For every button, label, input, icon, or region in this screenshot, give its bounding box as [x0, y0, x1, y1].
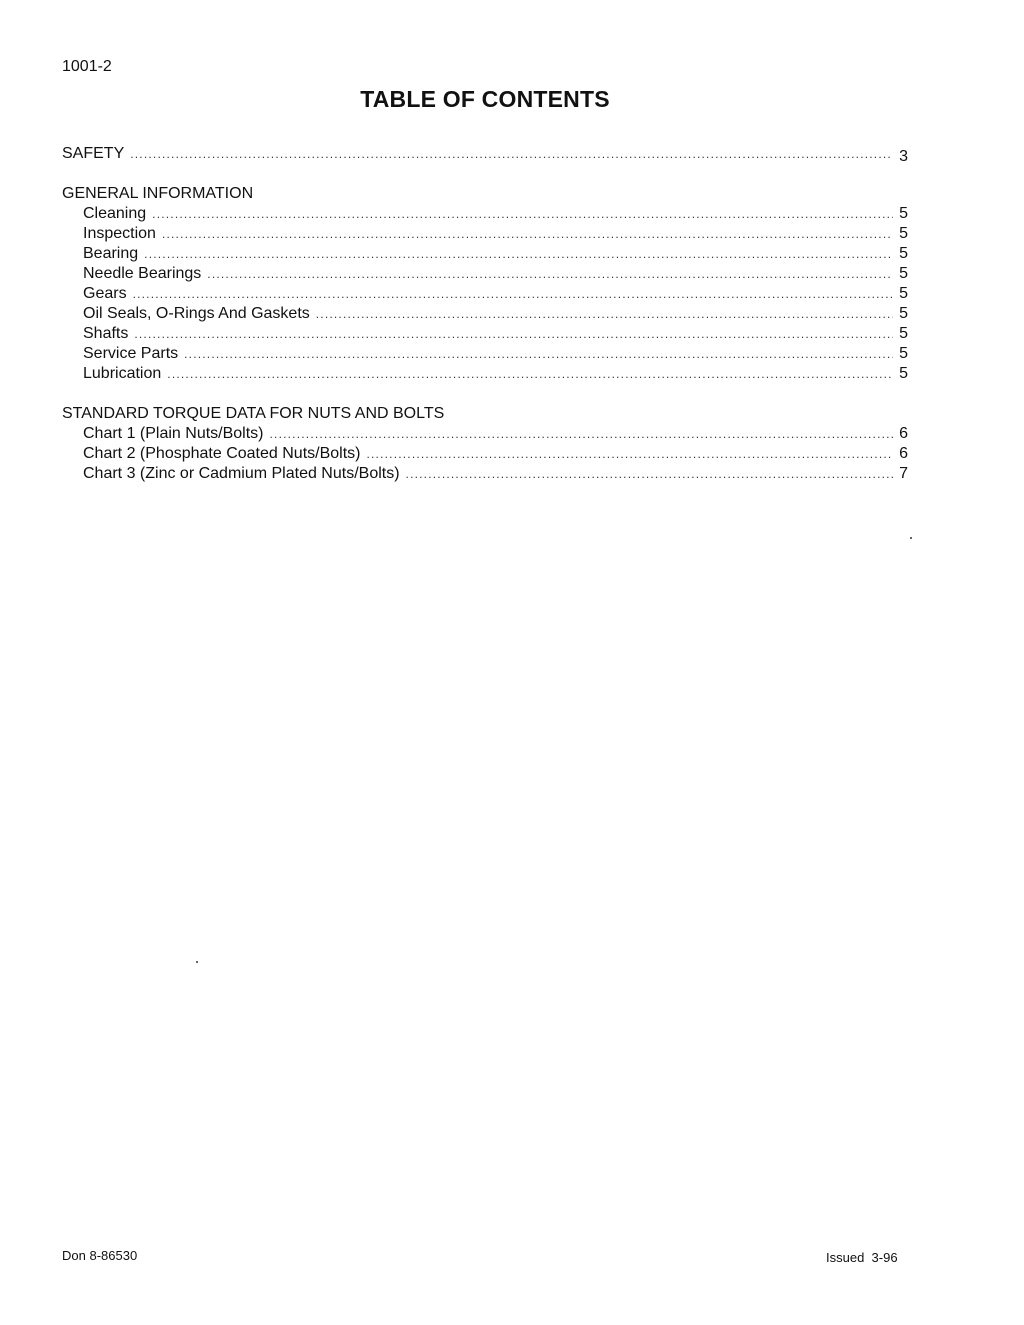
toc-entry-label: Lubrication — [83, 365, 162, 382]
toc-entry-label: Chart 1 (Plain Nuts/Bolts) — [83, 425, 264, 442]
toc-entry-gears[interactable] — [83, 284, 908, 304]
toc-entry-label: Oil Seals, O-Rings And Gaskets — [83, 305, 310, 322]
toc-entry-page: 5 — [899, 245, 908, 262]
page-number: 1001-2 — [62, 58, 112, 75]
toc-entry-oil-seals[interactable] — [83, 304, 908, 324]
dot-leader — [130, 144, 893, 164]
footer-document-number: Don 8-86530 — [62, 1248, 138, 1263]
toc-entry-page: 7 — [899, 465, 908, 482]
toc-entry-inspection[interactable] — [83, 224, 908, 244]
toc-entry-page: 5 — [899, 225, 908, 242]
toc-entry-chart-3[interactable] — [83, 464, 908, 484]
toc-entry-cleaning[interactable] — [83, 204, 908, 224]
dot-leader — [167, 364, 893, 384]
toc-entry-page: 5 — [899, 265, 908, 282]
toc-entry-bearing[interactable] — [83, 244, 908, 264]
toc-entry-page: 6 — [899, 425, 908, 442]
scan-speck — [196, 961, 198, 963]
toc-entry-page: 5 — [899, 285, 908, 302]
dot-leader — [406, 464, 894, 484]
toc-entry-page: 5 — [899, 205, 908, 222]
toc-entry-page: 5 — [899, 305, 908, 322]
toc-entry-chart-2[interactable] — [83, 444, 908, 464]
toc-entry-label: Shafts — [83, 325, 129, 342]
toc-entry-page: 6 — [899, 445, 908, 462]
toc-entry-label: Needle Bearings — [83, 265, 202, 282]
toc-entry-label: Service Parts — [83, 345, 179, 362]
toc-entry-shafts[interactable] — [83, 324, 908, 344]
dot-leader — [316, 304, 893, 324]
dot-leader — [144, 244, 893, 264]
toc-entry-label: Bearing — [83, 245, 139, 262]
toc-entry-page: 5 — [899, 345, 908, 362]
toc-entry-label: Chart 2 (Phosphate Coated Nuts/Bolts) — [83, 445, 361, 462]
section-heading-torque-data: STANDARD TORQUE DATA FOR NUTS AND BOLTS — [62, 405, 445, 422]
toc-entry-label: Gears — [83, 285, 127, 302]
toc-entry-chart-1[interactable] — [83, 424, 908, 444]
dot-leader — [152, 204, 893, 224]
scan-speck — [910, 537, 912, 539]
toc-entry-safety[interactable] — [62, 144, 908, 164]
toc-entry-label: SAFETY — [62, 145, 125, 162]
page-title: TABLE OF CONTENTS — [360, 86, 610, 112]
toc-entry-needle-bearings[interactable] — [83, 264, 908, 284]
section-heading-general-information: GENERAL INFORMATION — [62, 185, 254, 202]
dot-leader — [133, 284, 894, 304]
toc-entry-lubrication[interactable] — [83, 364, 908, 384]
toc-entry-page: 5 — [899, 365, 908, 382]
toc-entry-page: 5 — [899, 325, 908, 342]
dot-leader — [184, 344, 893, 364]
dot-leader — [207, 264, 893, 284]
toc-entry-label: Cleaning — [83, 205, 147, 222]
dot-leader — [270, 424, 894, 444]
dot-leader — [134, 324, 893, 344]
toc-entry-service-parts[interactable] — [83, 344, 908, 364]
toc-entry-label: Inspection — [83, 225, 156, 242]
dot-leader — [366, 444, 893, 464]
footer-issue-date: Issued 3-96 — [826, 1250, 898, 1265]
dot-leader — [162, 224, 893, 244]
toc-entry-page: 3 — [899, 148, 908, 165]
toc-entry-label: Chart 3 (Zinc or Cadmium Plated Nuts/Bolts) — [83, 465, 400, 482]
